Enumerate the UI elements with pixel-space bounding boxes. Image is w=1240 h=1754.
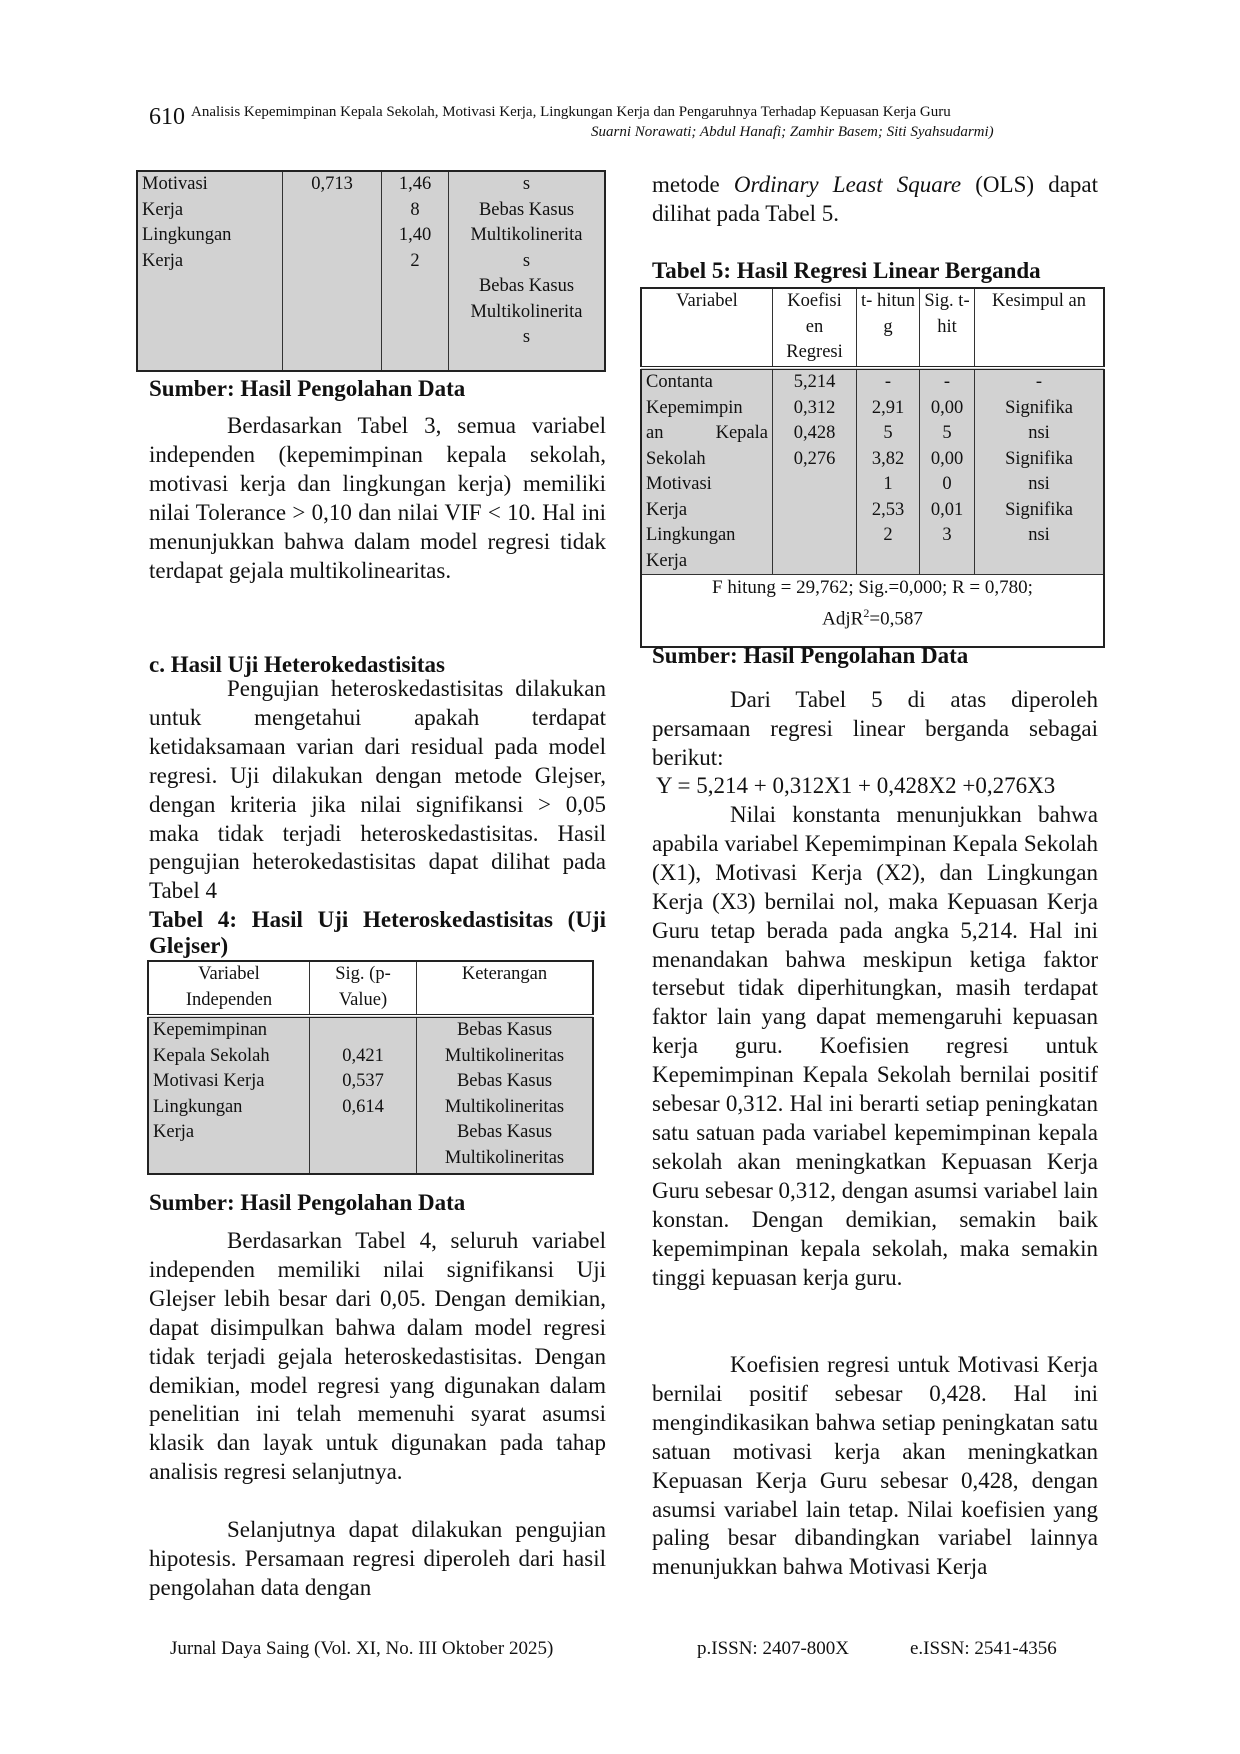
regression-equation: Y = 5,214 + 0,312X1 + 0,428X2 +0,276X3 bbox=[656, 773, 1056, 798]
cell-line: - bbox=[884, 372, 892, 392]
paragraph-motivasi: Koefisien regresi untuk Motivasi Kerja bernilai positif sebesar 0,428. Hal ini mengindikasikan bahwa setiap peningkatan satu satuan motivasi kerja akan meningkatkan Kepuasan Kerja Guru sebesar 0,428, dengan asumsi variabel lain tetap. Nilai koefisien yang paling besar dibandingkan variabel lainnya menunjukkan bahwa Motivasi Kerja bbox=[652, 1352, 1098, 1580]
footer-journal: Jurnal Daya Saing (Vol. XI, No. III Oktober 2025) bbox=[170, 1638, 554, 1659]
cell-line: 0,312 bbox=[793, 397, 836, 418]
cell-line: 1 bbox=[883, 474, 893, 494]
cell-line: Sekolah bbox=[646, 448, 706, 469]
table5-header-kesimpulan: Kesimpul an bbox=[975, 288, 1105, 368]
table5-regresi bbox=[640, 287, 1105, 648]
paragraph-konstanta: Nilai konstanta menunjukkan bahwa apabila variabel Kepemimpinan Kepala Sekolah (X1), Motivasi Kerja (X2), dan Lingkungan Kerja (X3) bernilai nol, maka Kepuasan Kerja Guru tetap berada pada angka 5,214. Hal ini menandakan bahwa meskipun ketiga faktor tersebut tidak diperhitungkan, masih terdapat faktor lain yang dapat memengaruhi kepuasan kerja guru. Koefisien regresi untuk Kepemimpinan Kepala Sekolah bernilai positif sebesar 0,312. Hal ini berarti setiap peningkatan satu satuan pada variabel kepemimpinan kepala sekolah akan meningkatkan Kepuasan Kerja Guru sebesar 0,312, dengan asumsi variabel lain konstan. Dengan demikian, semakin baik kepemimpinan kepala sekolah, maka semakin tinggi kepuasan kerja guru. bbox=[652, 802, 1098, 1290]
cell-line: 0,00 bbox=[930, 448, 964, 469]
cell-line: 5,214 bbox=[793, 372, 836, 392]
cell-line: nsi bbox=[1028, 474, 1050, 494]
table3-vif-cell bbox=[382, 171, 449, 371]
cell-line: Lingkungan bbox=[142, 225, 232, 245]
table5-header-sig: Sig. t-hit bbox=[920, 288, 975, 368]
cell-line: Signifika bbox=[1005, 499, 1073, 520]
cell-line: 0,428 bbox=[793, 423, 836, 443]
table4-sig-cell bbox=[310, 1016, 417, 1174]
table3-tolerance-cell bbox=[283, 171, 382, 371]
table5-koefisien-cell bbox=[773, 368, 857, 575]
table5-header-koefisien: Koefisi en Regresi bbox=[773, 288, 857, 368]
cell-line: 0,537 bbox=[342, 1071, 384, 1091]
cell-line: - bbox=[943, 372, 951, 392]
cell-line: Lingkungan bbox=[153, 1096, 243, 1117]
cell-line: Kepala Sekolah bbox=[153, 1045, 270, 1066]
cell-line: nsi bbox=[1028, 525, 1050, 545]
table3-variable-cell bbox=[137, 171, 283, 371]
table5-sig-cell bbox=[920, 368, 975, 575]
table5-title: Tabel 5: Hasil Regresi Linear Berganda bbox=[652, 258, 1041, 283]
text-run: AdjR bbox=[822, 607, 864, 629]
table5-header-thitung: t- hitun g bbox=[857, 288, 920, 368]
table5-kesimpulan-cell bbox=[975, 368, 1105, 575]
method-name: Ordinary Least Square bbox=[733, 172, 962, 197]
cell-line: Signifika bbox=[1005, 397, 1073, 418]
footer-pissn: p.ISSN: 2407-800X bbox=[697, 1638, 850, 1659]
cell-line-word: an bbox=[646, 423, 664, 443]
running-authors: Suarni Norawati; Abdul Hanafi; Zamhir Basem; Siti Syahsudarmi) bbox=[591, 124, 994, 140]
table5-source: Sumber: Hasil Pengolahan Data bbox=[652, 643, 969, 668]
table4-header-variabel: Variabel Independen bbox=[148, 961, 310, 1016]
cell-line: Multikolineritas bbox=[444, 1096, 565, 1117]
cell-line: 2,53 bbox=[871, 499, 905, 520]
table3-keterangan-cell bbox=[449, 171, 606, 371]
cell-line: Kerja bbox=[153, 1122, 195, 1142]
table5-header-variabel: Variabel bbox=[641, 288, 773, 368]
table4-header-keterangan: Keterangan bbox=[417, 961, 594, 1016]
table3-fragment bbox=[136, 170, 606, 372]
cell-line: Bebas Kasus bbox=[478, 276, 575, 296]
paragraph-hipotesis: Selanjutnya dapat dilakukan pengujian hipotesis. Persamaan regresi diperoleh dari hasil pengolahan data dengan bbox=[149, 1517, 606, 1600]
table4-keterangan-cell bbox=[417, 1016, 594, 1174]
table4-title: Tabel 4: Hasil Uji Heteroskedastisitas (Uji Glejser) bbox=[149, 907, 606, 958]
cell-line: Bebas Kasus bbox=[456, 1071, 553, 1091]
cell-line: Kepemimpinan bbox=[153, 1020, 268, 1040]
text-run: (OLS) dapat dilihat pada Tabel 5. bbox=[652, 172, 1099, 226]
paragraph-heteroskedastisitas: Pengujian heteroskedastisitas dilakukan untuk mengetahui apakah terdapat ketidaksamaan varian dari residual pada model regresi. Uji dilakukan dengan metode Glejser, dengan kriteria jika nilai signifikansi > 0,05 maka tidak terjadi heteroskedastisitas. Hasil pengujian heterokedastisitas dapat dilihat pada Tabel 4 bbox=[149, 676, 606, 904]
page-number: 610 bbox=[149, 104, 185, 130]
text-run: =0,587 bbox=[869, 607, 923, 629]
cell-line: Multikolinerita bbox=[470, 225, 583, 245]
cell-line: 2 bbox=[883, 525, 893, 545]
cell-line bbox=[646, 421, 768, 447]
cell-line: 5 bbox=[942, 423, 952, 443]
cell-line: Kerja bbox=[646, 499, 688, 520]
cell-line: Motivasi bbox=[646, 474, 712, 494]
cell-line: Kerja bbox=[142, 199, 184, 220]
cell-line: Bebas Kasus bbox=[456, 1020, 553, 1040]
text-run: metode bbox=[652, 172, 734, 197]
cell-line: 5 bbox=[883, 423, 893, 443]
paragraph-tabel4-summary: Berdasarkan Tabel 4, seluruh variabel independen memiliki nilai signifikansi Uji Glejser lebih besar dari 0,05. Dengan demikian, dapat disimpulkan bahwa dalam model regresi tidak terjadi gejala heteroskedastisitas. Dengan demikian, model regresi yang digunakan dalam penelitian ini telah memenuhi syarat asumsi klasik dan layak untuk digunakan pada tahap analisis regresi selanjutnya. bbox=[149, 1228, 606, 1485]
cell-line: 0 bbox=[942, 474, 952, 494]
table3-source: Sumber: Hasil Pengolahan Data bbox=[149, 376, 466, 401]
table5-footer bbox=[641, 575, 1104, 648]
cell-line: Kepemimpin bbox=[646, 397, 743, 418]
cell-line: 0,276 bbox=[793, 448, 836, 469]
cell-line: Bebas Kasus bbox=[456, 1122, 553, 1142]
cell-line: Contanta bbox=[646, 372, 713, 392]
cell-line: 2,91 bbox=[871, 397, 905, 418]
cell-line: 3 bbox=[942, 525, 952, 545]
table4-variable-cell bbox=[148, 1016, 310, 1174]
cell-line: 3,82 bbox=[871, 448, 905, 469]
running-title: Analisis Kepemimpinan Kepala Sekolah, Motivasi Kerja, Lingkungan Kerja dan Pengaruhnya Terhadap Kepuasan Kerja Guru bbox=[191, 104, 951, 120]
cell-line: 2 bbox=[410, 250, 420, 271]
cell-line: 1,40 bbox=[398, 225, 432, 245]
table5-thitung-cell bbox=[857, 368, 920, 575]
footer-eissn: e.ISSN: 2541-4356 bbox=[910, 1638, 1057, 1659]
paragraph-tabel3-summary: Berdasarkan Tabel 3, semua variabel independen (kepemimpinan kepala sekolah, motivasi kerja dan lingkungan kerja) memiliki nilai Tolerance > 0,10 dan nilai VIF < 10. Hal ini menunjukkan bahwa dalam model regresi tidak terdapat gejala multikolinearitas. bbox=[149, 413, 606, 583]
table5-footer-stats: F hitung = 29,762; Sig.=0,000; R = 0,780; bbox=[712, 577, 1033, 598]
cell-line: Multikolinerita bbox=[470, 301, 583, 322]
cell-line: Multikolineritas bbox=[444, 1045, 565, 1066]
cell-line: Kerja bbox=[142, 250, 184, 271]
cell-line: Bebas Kasus bbox=[478, 199, 575, 220]
cell-line: Multikolineritas bbox=[444, 1147, 565, 1168]
cell-line: Motivasi bbox=[142, 174, 208, 194]
cell-line: - bbox=[1035, 372, 1043, 392]
table5-variable-cell bbox=[641, 368, 773, 575]
table4-source: Sumber: Hasil Pengolahan Data bbox=[149, 1190, 466, 1215]
table4-header-sig: Sig. (p-Value) bbox=[310, 961, 417, 1016]
cell-line: Signifika bbox=[1005, 448, 1073, 469]
cell-line: 0,00 bbox=[930, 397, 964, 418]
cell-line: s bbox=[522, 327, 531, 347]
cell-line: 0,01 bbox=[930, 499, 964, 520]
cell-line: nsi bbox=[1028, 423, 1050, 443]
cell-line: s bbox=[522, 250, 531, 271]
cell-line: 0,713 bbox=[311, 174, 353, 194]
superscript: 2 bbox=[863, 605, 870, 620]
cell-line: 0,421 bbox=[342, 1045, 384, 1066]
table5-footer-adjr2 bbox=[646, 601, 1099, 632]
cell-line-word: Kepala bbox=[715, 423, 768, 443]
table4-heteroskedastisitas bbox=[147, 960, 594, 1175]
cell-line: 0,614 bbox=[342, 1096, 384, 1117]
cell-line: Motivasi Kerja bbox=[153, 1071, 265, 1091]
cell-line: s bbox=[522, 174, 531, 194]
cell-line: 1,46 bbox=[398, 174, 432, 194]
cell-line: Kerja bbox=[646, 550, 688, 571]
cell-line: 8 bbox=[410, 199, 420, 220]
section-heading-c: c. Hasil Uji Heterokedastisitas bbox=[149, 652, 445, 677]
cell-line: Lingkungan bbox=[646, 525, 736, 545]
paragraph-ols-intro bbox=[652, 171, 1098, 229]
paragraph-persamaan-intro: Dari Tabel 5 di atas diperoleh persamaan regresi linear berganda sebagai berikut: bbox=[652, 687, 1098, 770]
